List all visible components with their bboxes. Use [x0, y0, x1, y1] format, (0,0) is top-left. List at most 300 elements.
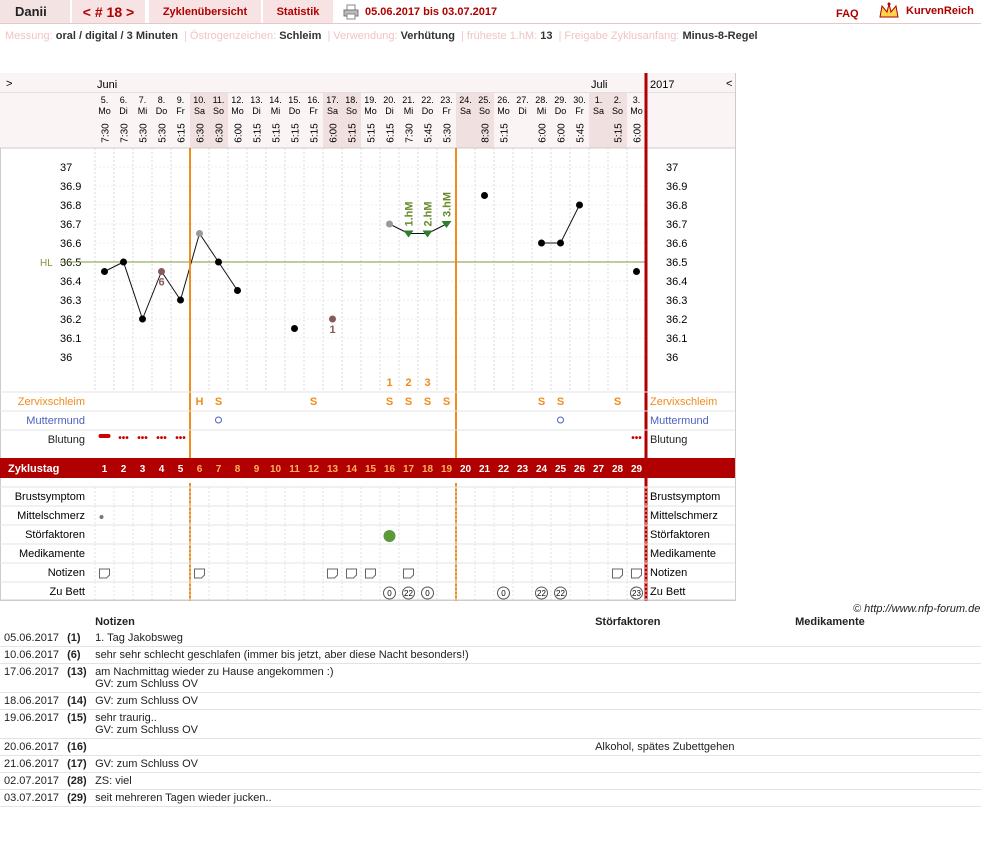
note-mark [100, 569, 110, 578]
note-disturbance [591, 773, 791, 790]
day-date: 9. [176, 95, 185, 105]
cycle-day-number: 13 [326, 464, 339, 475]
bleeding-light: ••• [175, 433, 186, 444]
cycle-day-number: 23 [516, 464, 529, 475]
measure-time: 7:30 [100, 123, 112, 143]
day-date: 23. [440, 95, 453, 105]
tab-statistics[interactable]: Statistik [263, 0, 333, 23]
y-tick-left: 36.6 [60, 238, 82, 250]
day-date: 25. [478, 95, 491, 105]
mucus-mark: S [309, 396, 318, 408]
cover-line-label: HL [40, 258, 53, 269]
measure-time: 7:30 [119, 123, 131, 143]
hm-label: 2.hM [422, 201, 435, 227]
note-row [0, 693, 981, 710]
row-label-left: Medikamente [18, 548, 85, 560]
note-text: GV: zum Schluss OV [91, 756, 591, 773]
note-cycle-day: (29) [63, 790, 91, 807]
cycle-day-number: 1 [101, 464, 108, 475]
measure-time: 5:15 [290, 123, 302, 143]
col-notes: Notizen [95, 616, 135, 628]
measure-time: 5:15 [252, 123, 264, 143]
meta-value: oral / digital / 3 Minuten [55, 30, 182, 42]
cycle-day-number: 26 [573, 464, 586, 475]
y-tick-left: 36.2 [60, 314, 82, 326]
cycle-day-number: 28 [611, 464, 624, 475]
day-weekday: Di [119, 106, 128, 116]
cycle-day-number: 19 [440, 464, 453, 475]
temp-point [386, 221, 393, 228]
bedtime-value: 22 [404, 589, 413, 598]
note-row [0, 664, 981, 693]
day-date: 19. [364, 95, 377, 105]
day-date: 17. [326, 95, 339, 105]
measure-time: 6:30 [214, 123, 226, 143]
note-row [0, 790, 981, 807]
measure-time: 5:45 [423, 123, 435, 143]
note-disturbance [591, 710, 791, 739]
day-date: 11. [212, 95, 225, 105]
meta-separator: | [461, 30, 464, 42]
note-date: 21.06.2017 [0, 756, 63, 773]
note-disturbance [591, 756, 791, 773]
row-label-right: Zu Bett [650, 586, 686, 598]
note-cycle-day: (16) [63, 739, 91, 756]
day-date: 29. [554, 95, 567, 105]
note-disturbance: Alkohol, spätes Zubettgehen [591, 739, 791, 756]
measure-time: 7:30 [404, 123, 416, 143]
meta-value: Verhütung [400, 30, 459, 42]
mucus-mark: S [556, 396, 565, 408]
day-date: 6. [119, 95, 128, 105]
day-date: 3. [632, 95, 641, 105]
note-row [0, 756, 981, 773]
measure-time: 6:00 [233, 123, 245, 143]
temp-point [120, 259, 127, 266]
day-date: 22. [421, 95, 434, 105]
y-tick-left: 36.7 [60, 219, 82, 231]
cycle-day-number: 15 [364, 464, 377, 475]
y-tick-right: 36.4 [666, 276, 688, 288]
y-tick-left: 36.8 [60, 200, 82, 212]
cycle-navigator[interactable]: < # 18 > [72, 0, 145, 23]
mucus-mark: S [613, 396, 622, 408]
bleeding-light: ••• [118, 433, 129, 444]
day-weekday: So [345, 106, 358, 116]
cycle-day-number: 21 [478, 464, 491, 475]
measure-time: 5:30 [157, 123, 169, 143]
note-cycle-day: (17) [63, 756, 91, 773]
row-label-left: Blutung [47, 434, 85, 446]
temp-point [234, 287, 241, 294]
day-date: 10. [193, 95, 206, 105]
bedtime-value: 22 [537, 589, 546, 598]
day-date: 27. [516, 95, 529, 105]
col-disturbances: Störfaktoren [595, 616, 661, 628]
day-date: 18. [345, 95, 358, 105]
note-cycle-day: (1) [63, 630, 91, 647]
cycle-day-number: 9 [253, 464, 260, 475]
note-cycle-day: (14) [63, 693, 91, 710]
measure-time: 6:15 [385, 123, 397, 143]
temp-point [633, 268, 640, 275]
disturbance-mark [384, 530, 396, 542]
cycle-day-number: 3 [139, 464, 146, 475]
date-range: 05.06.2017 bis 03.07.2017 [365, 6, 498, 18]
day-weekday: So [611, 106, 624, 116]
note-date: 20.06.2017 [0, 739, 63, 756]
temp-point [101, 268, 108, 275]
note-medication [791, 693, 981, 710]
note-medication [791, 739, 981, 756]
cycle-day-number: 5 [177, 464, 184, 475]
row-label-left: Zervixschleim [17, 396, 85, 408]
note-disturbance [591, 630, 791, 647]
note-text: sehr traurig.. GV: zum Schluss OV [91, 710, 591, 739]
meta-separator: | [558, 30, 562, 42]
top-bar [0, 0, 981, 24]
col-medication: Medikamente [795, 616, 865, 628]
row-label-right: Mittelschmerz [650, 510, 718, 522]
day-weekday: Mo [497, 106, 510, 116]
day-weekday: Mi [536, 106, 547, 116]
cycle-day-number: 6 [196, 464, 203, 475]
day-weekday: Sa [592, 106, 605, 116]
day-weekday: Mo [630, 106, 643, 116]
bedtime-value: 22 [556, 589, 565, 598]
day-date: 14. [269, 95, 282, 105]
y-tick-right: 37 [666, 162, 679, 174]
cycle-day-number: 11 [289, 464, 300, 475]
mucus-mark: S [423, 396, 432, 408]
y-tick-right: 36.1 [666, 333, 688, 345]
measure-time: 5:15 [271, 123, 283, 143]
day-weekday: Fr [309, 106, 318, 116]
mucus-count: 2 [405, 377, 412, 389]
crown-icon [878, 2, 900, 20]
mucus-mark: S [537, 396, 546, 408]
day-date: 7. [138, 95, 147, 105]
meta-label: Östrogenzeichen: [189, 30, 280, 42]
mucus-mark: H [195, 396, 204, 408]
note-medication [791, 664, 981, 693]
day-weekday: Mo [98, 106, 111, 116]
temp-point [576, 202, 583, 209]
day-weekday: Sa [326, 106, 339, 116]
meta-label: Messung: [5, 30, 56, 42]
temp-point [177, 297, 184, 304]
note-mark [366, 569, 376, 578]
temp-point [215, 259, 222, 266]
meta-label: Freigabe Zyklusanfang: [564, 30, 683, 42]
day-weekday: Mi [137, 106, 148, 116]
row-label-right: Störfaktoren [650, 529, 710, 541]
measure-time: 6:00 [537, 123, 549, 143]
month-label: Juli [591, 79, 608, 91]
bedtime-value: 0 [425, 589, 430, 598]
note-medication [791, 630, 981, 647]
logo[interactable] [878, 2, 974, 20]
y-tick-left: 36.5 [60, 257, 82, 269]
note-row [0, 630, 981, 647]
day-date: 12. [231, 95, 244, 105]
y-tick-right: 36.3 [666, 295, 688, 307]
row-label-left: Muttermund [26, 415, 85, 427]
mucus-mark: S [442, 396, 451, 408]
y-tick-right: 36 [666, 352, 679, 364]
note-text: ZS: viel [91, 773, 591, 790]
printer-icon[interactable] [343, 4, 359, 23]
measure-time: 8:30 [480, 123, 492, 143]
measure-time: 5:15 [366, 123, 378, 143]
row-label-right: Notizen [650, 567, 688, 579]
tab-cycle-overview[interactable]: Zyklenübersicht [149, 0, 261, 23]
day-weekday: Mi [403, 106, 414, 116]
bleeding-light: ••• [137, 433, 148, 444]
cycle-day-number: 27 [592, 464, 605, 475]
note-mark [347, 569, 357, 578]
note-cycle-day: (6) [63, 647, 91, 664]
cycle-day-number: 12 [307, 464, 320, 475]
pain-mark [100, 515, 104, 519]
measure-time: 5:30 [442, 123, 454, 143]
note-mark [328, 569, 338, 578]
measure-time: 5:15 [499, 123, 511, 143]
year-label: 2017 [650, 79, 675, 91]
cycle-day-number: 24 [535, 464, 548, 475]
note-mark [613, 569, 623, 578]
day-weekday: Di [518, 106, 527, 116]
day-date: 1. [594, 95, 603, 105]
meta-value: 13 [540, 30, 556, 42]
day-weekday: Do [554, 106, 567, 116]
y-tick-left: 37 [60, 162, 73, 174]
mucus-mark: S [214, 396, 223, 408]
measure-time: 6:00 [328, 123, 340, 143]
day-weekday: Do [421, 106, 434, 116]
note-disturbance [591, 693, 791, 710]
chart-frame [1, 74, 736, 601]
day-date: 24. [459, 95, 472, 105]
cycle-day-number: 25 [554, 464, 567, 475]
nav-right-arrow: < [726, 78, 733, 90]
y-tick-left: 36.3 [60, 295, 82, 307]
measure-time: 5:15 [309, 123, 321, 143]
day-date: 21. [402, 95, 415, 105]
row-label-left: Notizen [47, 567, 85, 579]
note-date: 10.06.2017 [0, 647, 63, 664]
note-medication [791, 710, 981, 739]
cycle-day-number: 16 [383, 464, 396, 475]
day-weekday: Di [252, 106, 261, 116]
temp-point [158, 268, 165, 275]
day-date: 28. [535, 95, 548, 105]
y-tick-right: 36.9 [666, 181, 688, 193]
row-label-right: Zervixschleim [650, 396, 718, 408]
note-row [0, 739, 981, 756]
note-cycle-day: (28) [63, 773, 91, 790]
cycle-day-number: 8 [234, 464, 241, 475]
day-weekday: Do [288, 106, 301, 116]
note-text: sehr sehr schlecht geschlafen (immer bis jetzt, aber diese Nacht besonders!) [91, 647, 591, 664]
bedtime-value: 0 [501, 589, 506, 598]
temp-point [481, 192, 488, 199]
bleeding-light: ••• [156, 433, 167, 444]
measure-time: 6:15 [176, 123, 188, 143]
meta-separator: | [184, 30, 187, 42]
note-disturbance [591, 790, 791, 807]
y-tick-left: 36.9 [60, 181, 82, 193]
day-weekday: Fr [442, 106, 451, 116]
day-weekday: So [212, 106, 225, 116]
day-weekday: Di [385, 106, 394, 116]
note-disturbance [591, 664, 791, 693]
note-medication [791, 790, 981, 807]
cycle-day-number: 18 [421, 464, 434, 475]
note-medication [791, 773, 981, 790]
day-date: 26. [497, 95, 510, 105]
meta-separator: | [327, 30, 331, 42]
bedtime-value: 0 [387, 589, 392, 598]
nav-left-arrow: > [6, 78, 13, 90]
cycle-day-label: Zyklustag [8, 463, 60, 475]
row-label-left: Störfaktoren [25, 529, 85, 541]
note-text: 1. Tag Jakobsweg [91, 630, 591, 647]
faq-link[interactable]: FAQ [836, 8, 859, 20]
note-date: 19.06.2017 [0, 710, 63, 739]
temp-point [329, 316, 336, 323]
row-label-right: Muttermund [650, 415, 709, 427]
temp-point [196, 230, 203, 237]
note-date: 05.06.2017 [0, 630, 63, 647]
measure-time: 6:00 [556, 123, 568, 143]
temp-point [291, 325, 298, 332]
day-date: 20. [383, 95, 396, 105]
measure-time: 6:00 [632, 123, 644, 143]
row-label-left: Brustsymptom [14, 491, 85, 503]
measure-time: 5:15 [347, 123, 359, 143]
day-weekday: Mo [364, 106, 377, 116]
day-weekday: Fr [575, 106, 584, 116]
notes-table [0, 614, 981, 807]
cycle-day-number: 22 [497, 464, 510, 475]
y-tick-right: 36.2 [666, 314, 688, 326]
row-label-left: Zu Bett [49, 586, 85, 598]
y-tick-left: 36 [60, 352, 73, 364]
y-tick-right: 36.7 [666, 219, 688, 231]
day-date: 8. [157, 95, 166, 105]
day-date: 30. [573, 95, 586, 105]
cycle-day-number: 14 [345, 464, 358, 475]
note-date: 03.07.2017 [0, 790, 63, 807]
note-mark [404, 569, 414, 578]
cycle-day-number: 29 [630, 464, 643, 475]
note-date: 18.06.2017 [0, 693, 63, 710]
note-cycle-day: (15) [63, 710, 91, 739]
note-mark [195, 569, 205, 578]
cycle-day-number: 7 [215, 464, 222, 475]
day-weekday: Mo [231, 106, 244, 116]
month-label: Juni [97, 79, 118, 91]
cycle-day-number: 2 [120, 464, 127, 475]
note-text [91, 739, 591, 756]
cycle-chart [0, 73, 981, 603]
exclusion-label: 1 [329, 324, 336, 336]
bedtime-value: 23 [632, 589, 641, 598]
note-medication [791, 647, 981, 664]
cycle-day-number: 20 [459, 464, 472, 475]
measure-time: 5:45 [575, 123, 587, 143]
meta-value: Schleim [279, 30, 325, 42]
hm-label: 3.hM [441, 191, 454, 217]
note-text: seit mehreren Tagen wieder jucken.. [91, 790, 591, 807]
mucus-count: 3 [424, 377, 431, 389]
day-date: 15. [288, 95, 301, 105]
row-label-left: Mittelschmerz [17, 510, 85, 522]
mucus-count: 1 [386, 377, 393, 389]
y-tick-left: 36.4 [60, 276, 82, 288]
day-date: 16. [307, 95, 320, 105]
y-tick-right: 36.8 [666, 200, 688, 212]
cycle-day-number: 17 [402, 464, 415, 475]
day-weekday: Do [155, 106, 168, 116]
note-text: am Nachmittag wieder zu Hause angekommen :) GV: zum Schluss OV [91, 664, 591, 693]
day-weekday: Fr [176, 106, 185, 116]
y-tick-right: 36.6 [666, 238, 688, 250]
note-date: 02.07.2017 [0, 773, 63, 790]
note-mark [632, 569, 642, 578]
logo-text: KurvenReich [906, 5, 974, 17]
exclusion-label: 6 [158, 276, 165, 289]
measurement-settings [5, 30, 758, 44]
note-row [0, 710, 981, 739]
day-weekday: So [478, 106, 491, 116]
bleeding-light: ••• [631, 433, 642, 444]
col-num [63, 614, 91, 630]
note-row [0, 773, 981, 790]
row-label-right: Blutung [650, 434, 688, 446]
user-name: Danii [0, 0, 70, 23]
meta-value: Minus-8-Regel [682, 30, 758, 42]
temp-point [557, 240, 564, 247]
col-date [0, 614, 63, 630]
note-text: GV: zum Schluss OV [91, 693, 591, 710]
note-cycle-day: (13) [63, 664, 91, 693]
meta-label: Verwendung: [333, 30, 401, 42]
day-date: 5. [100, 95, 109, 105]
note-disturbance [591, 647, 791, 664]
bleeding-heavy [99, 434, 111, 438]
mucus-mark: S [404, 396, 413, 408]
meta-label: früheste 1.hM: [466, 30, 541, 42]
y-tick-left: 36.1 [60, 333, 82, 345]
note-date: 17.06.2017 [0, 664, 63, 693]
row-label-right: Medikamente [650, 548, 717, 560]
cycle-day-number: 4 [158, 464, 165, 475]
y-tick-right: 36.5 [666, 257, 688, 269]
temp-point [139, 316, 146, 323]
row-label-right: Brustsymptom [650, 491, 721, 503]
mucus-mark: S [385, 396, 394, 408]
copyright: © http://www.nfp-forum.de [853, 603, 981, 615]
note-medication [791, 756, 981, 773]
day-date: 13. [250, 95, 263, 105]
measure-time: 5:30 [138, 123, 150, 143]
day-weekday: Sa [459, 106, 472, 116]
day-weekday: Mi [270, 106, 281, 116]
hm-label: 1.hM [403, 201, 416, 227]
day-weekday: Sa [193, 106, 206, 116]
